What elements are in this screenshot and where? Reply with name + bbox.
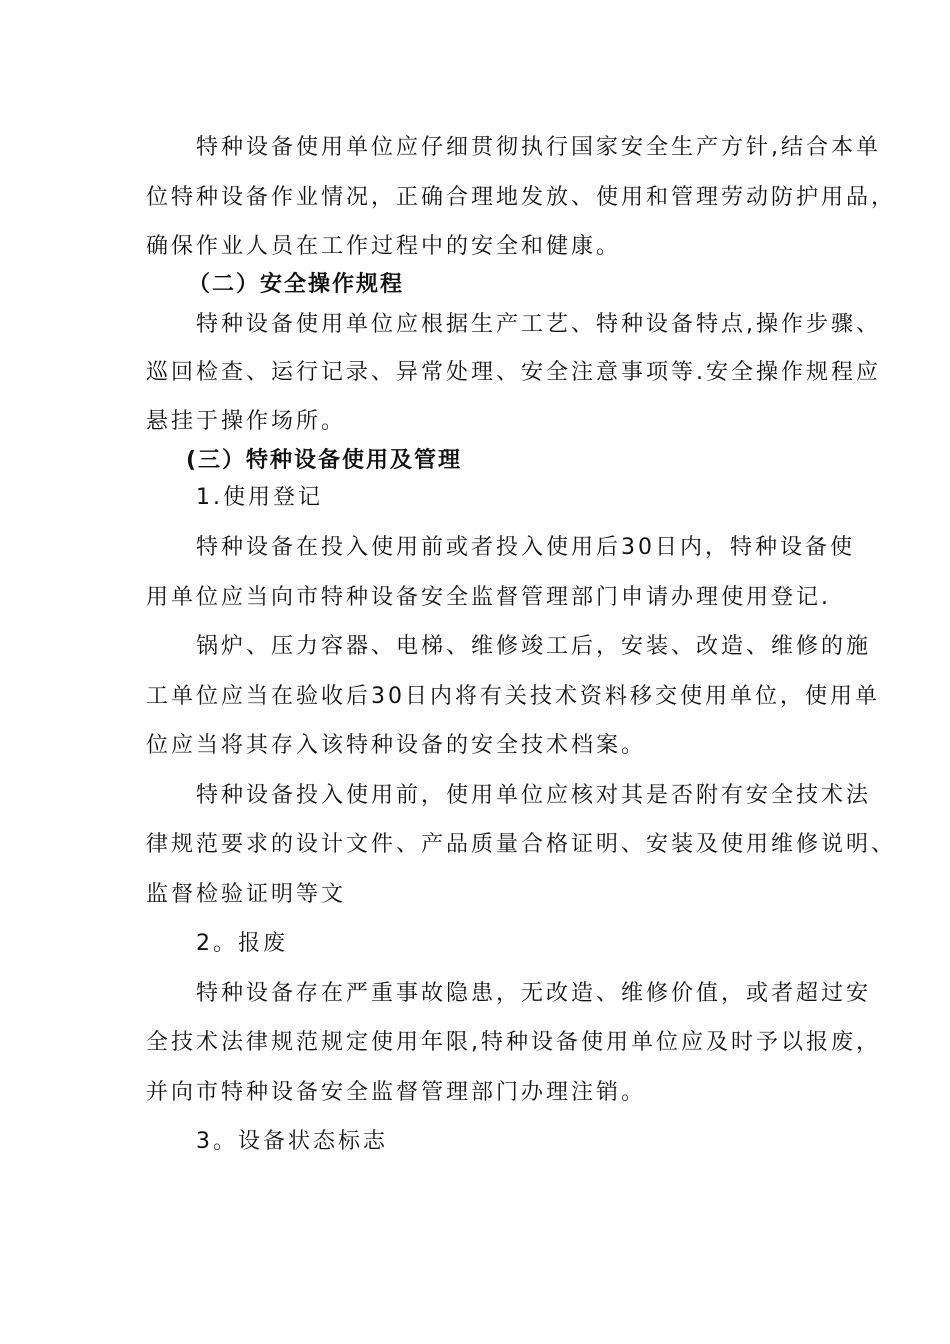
paragraph-line: 锅炉、压力容器、电梯、维修竣工后，安装、改造、维修的施 [196,634,872,659]
section-heading: （二）安全操作规程 [188,272,405,297]
paragraph-line: 特种设备在投入使用前或者投入使用后30日内，特种设备使 [196,535,855,560]
paragraph-line: 特种设备使用单位应根据生产工艺、特种设备特点,操作步骤、 [196,312,881,337]
paragraph-line: 工单位应当在验收后30日内将有关技术资料移交使用单位，使用单 [146,684,880,709]
subsection-heading: 1.使用登记 [196,485,323,510]
paragraph-line: 巡回检查、运行记录、异常处理、安全注意事项等.安全操作规程应 [146,360,881,385]
paragraph-line: 并向市特种设备安全监督管理部门办理注销。 [146,1080,647,1105]
paragraph-line: 悬挂于操作场所。 [146,409,347,434]
paragraph-line: 特种设备投入使用前，使用单位应核对其是否附有安全技术法 [196,783,872,808]
paragraph-line: 确保作业人员在工作过程中的安全和健康。 [146,234,622,259]
paragraph-line: 律规范要求的设计文件、产品质量合格证明、安装及使用维修说明、 [146,832,897,857]
paragraph-line: 全技术法律规范规定使用年限,特种设备使用单位应及时予以报废， [146,1030,881,1055]
paragraph-line: 监督检验证明等文 [146,882,347,907]
paragraph-line: 特种设备存在严重事故隐患，无改造、维修价值，或者超过安 [196,981,872,1006]
subsection-heading: 3。设备状态标志 [196,1129,388,1154]
paragraph-line: 位特种设备作业情况，正确合理地发放、使用和管理劳动防护用品， [146,185,897,210]
paragraph-line: 位应当将其存入该特种设备的安全技术档案。 [146,733,647,758]
paragraph-line: 特种设备使用单位应仔细贯彻执行国家安全生产方针,结合本单 [196,135,881,160]
section-heading: (三）特种设备使用及管理 [186,448,463,473]
subsection-heading: 2。报废 [196,931,288,956]
paragraph-line: 用单位应当向市特种设备安全监督管理部门申请办理使用登记. [146,585,831,610]
